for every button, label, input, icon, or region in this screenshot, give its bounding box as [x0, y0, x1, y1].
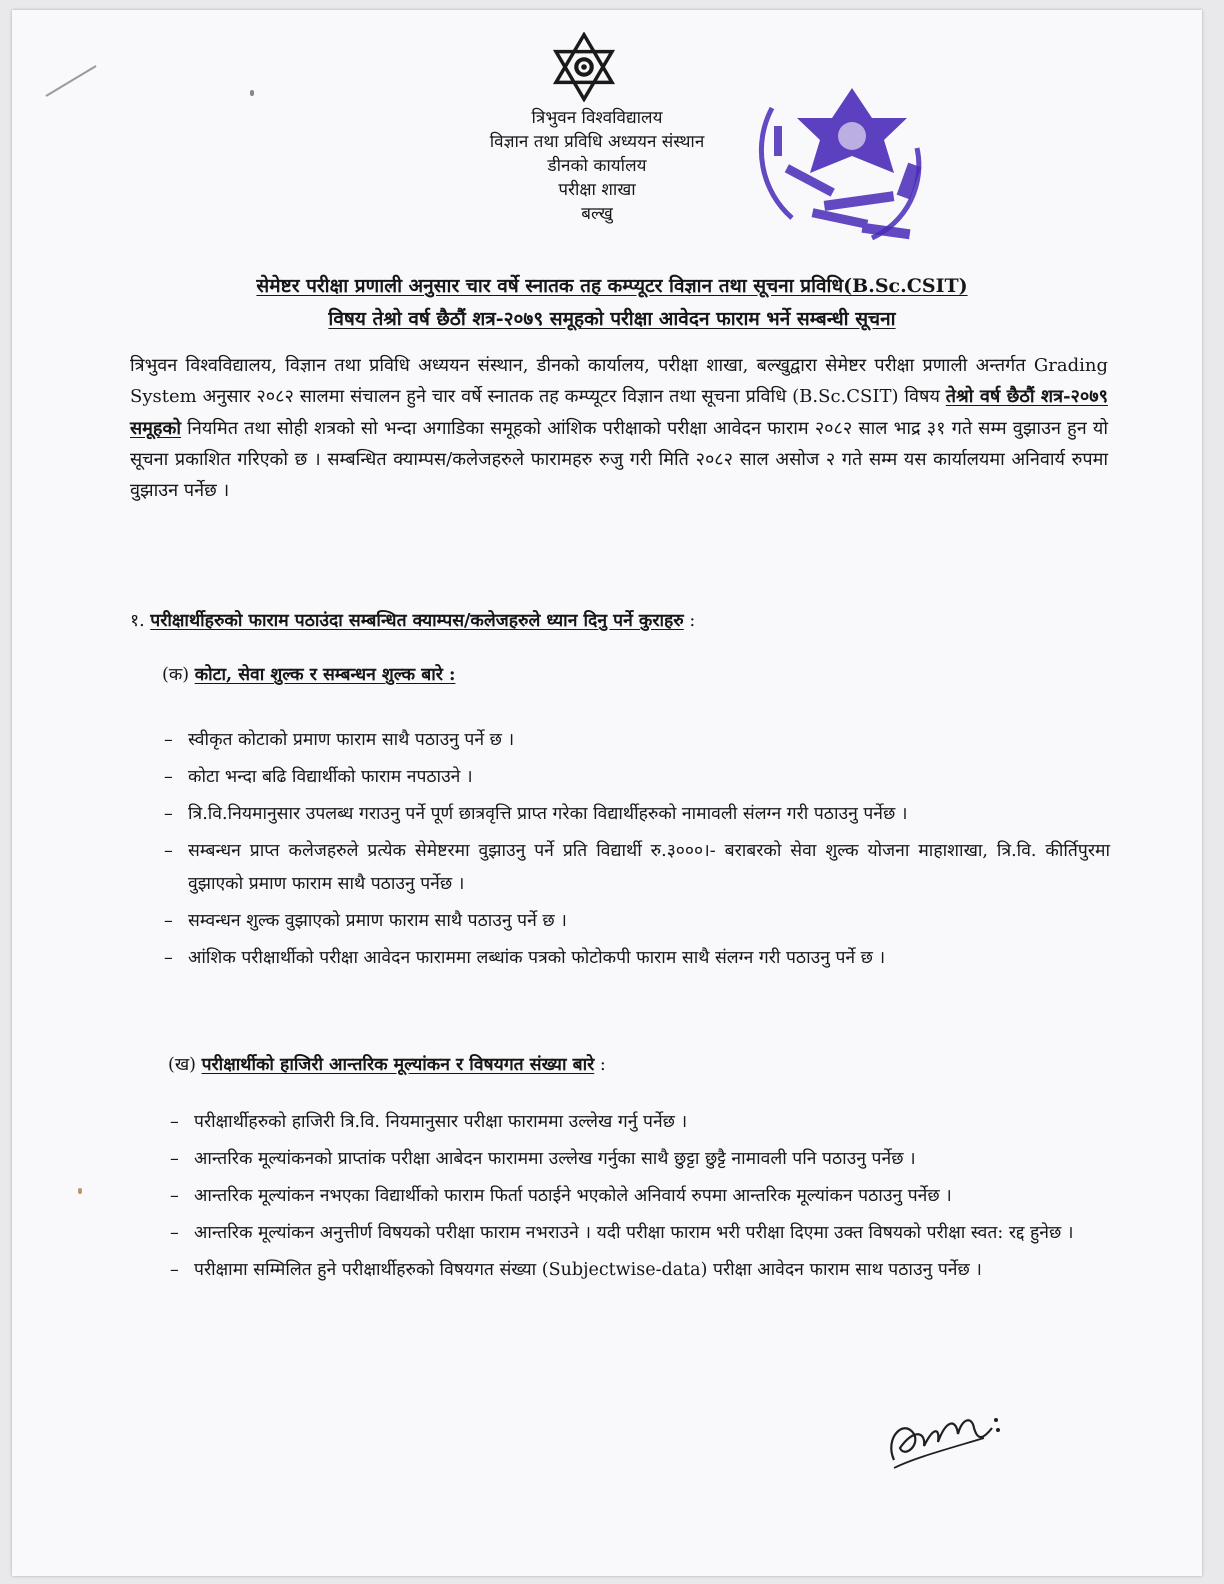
staple-pin-mark: [42, 60, 102, 100]
list-item: – परीक्षामा सम्मिलित हुने परीक्षार्थीहरुको विषयगत संख्या (Subjectwise-data) परीक्षा आवेदन फाराम साथ पठाउनु पर्नेछ ।: [166, 1254, 1110, 1287]
intro-highlight: तेश्रो वर्ष छैठौं शत्र-२०७९ समूहको: [130, 386, 1108, 439]
subsection-ka-title: कोटा, सेवा शुल्क र सम्बन्धन शुल्क बारे :: [194, 665, 456, 685]
title-line-2: विषय तेश्रो वर्ष छैठौं शत्र-२०७९ समूहको परीक्षा आवेदन फाराम भर्ने सम्बन्धी सूचना: [328, 308, 896, 330]
list-item: – आंशिक परीक्षार्थीको परीक्षा आवेदन फाराममा लब्धांक पत्रको फोटोकपी फाराम साथै संलग्न गरी पठाउनु पर्ने छ ।: [160, 942, 1110, 975]
list-item: – सम्वन्धन शुल्क वुझाएको प्रमाण फाराम साथै पठाउनु पर्ने छ ।: [160, 905, 1110, 938]
subsection-kha-suffix: :: [594, 1055, 606, 1075]
scan-speck: [78, 1188, 82, 1194]
subsection-ka-marker: (क): [162, 665, 190, 685]
office-seal-stamp: [752, 78, 942, 258]
handwritten-signature: [874, 1398, 1004, 1478]
section-1-number: १.: [130, 611, 145, 631]
intro-text-part1: त्रिभुवन विश्वविद्यालय, विज्ञान तथा प्रविधि अध्ययन संस्थान, डीनको कार्यालय, परीक्षा शाखा, बल्खुद्वारा सेमेष्टर परीक्षा प्रणाली अन्तर्गत Grading System अनुसार २०८२ सालमा संचालन हुने चार वर्षे स्नातक तह कम्प्यूटर विज्ञान तथा सूचना प्रविधि (B.Sc.CSIT) विषय: [130, 355, 1108, 408]
section-1-heading: [130, 608, 695, 632]
section-1-suffix: :: [683, 611, 696, 631]
office-name: डीनको कार्यालय: [547, 156, 647, 176]
list-item: – आन्तरिक मूल्यांकन अनुत्तीर्ण विषयको परीक्षा फाराम नभराउने । यदी परीक्षा फाराम भरी परीक्षा दिएमा उक्त विषयको परीक्षा स्वत: रद्द हुनेछ ।: [166, 1217, 1110, 1250]
list-item: – त्रि.वि.नियमानुसार उपलब्ध गराउनु पर्ने पूर्ण छात्रवृत्ति प्राप्त गरेका विद्यार्थीहरुको नामावली संलग्न गरी पठाउनु पर्नेछ ।: [160, 798, 1110, 831]
office-header: [432, 106, 762, 226]
subsection-ka-list: [160, 724, 1110, 979]
subsection-kha-marker: (ख): [168, 1055, 196, 1075]
list-item: – स्वीकृत कोटाको प्रमाण फाराम साथै पठाउनु पर्ने छ ।: [160, 724, 1110, 757]
list-item: – कोटा भन्दा बढि विद्यार्थीको फाराम नपठाउने ।: [160, 761, 1110, 794]
title-line-1: सेमेष्टर परीक्षा प्रणाली अनुसार चार वर्षे स्नातक तह कम्प्यूटर विज्ञान तथा सूचना प्रविधि(B.Sc.CSIT): [256, 275, 968, 297]
list-item: – परीक्षार्थीहरुको हाजिरी त्रि.वि. नियमानुसार परीक्षा फाराममा उल्लेख गर्नु पर्नेछ ।: [166, 1106, 1110, 1139]
star-emblem-icon: [549, 32, 619, 102]
notice-page: [12, 10, 1202, 1576]
institute-name: विज्ञान तथा प्रविधि अध्ययन संस्थान: [489, 132, 705, 152]
office-location: बल्खु: [581, 204, 613, 224]
notice-title: [112, 270, 1112, 336]
section-name: परीक्षा शाखा: [558, 180, 636, 200]
subsection-ka-heading: [162, 662, 455, 686]
list-item: – आन्तरिक मूल्यांकन नभएका विद्यार्थीको फाराम फिर्ता पठाईने भएकोले अनिवार्य रुपमा आन्तरिक मूल्यांकन पठाउनु पर्नेछ ।: [166, 1180, 1110, 1213]
university-name: त्रिभुवन विश्वविद्यालय: [531, 108, 663, 128]
subsection-kha-title: परीक्षार्थीको हाजिरी आन्तरिक मूल्यांकन र विषयगत संख्या बारे: [201, 1055, 595, 1075]
list-item: – आन्तरिक मूल्यांकनको प्राप्तांक परीक्षा आबेदन फाराममा उल्लेख गर्नुका साथै छुट्टा छुट्टै नामावली पनि पठाउनु पर्नेछ ।: [166, 1143, 1110, 1176]
section-1-title: परीक्षार्थीहरुको फाराम पठाउंदा सम्बन्धित क्याम्पस/कलेजहरुले ध्यान दिनु पर्ने कुराहरु: [150, 611, 684, 631]
intro-paragraph: [130, 350, 1108, 506]
scan-speck: [250, 90, 254, 96]
intro-text-part2: नियमित तथा सोही शत्रको सो भन्दा अगाडिका समूहको आंशिक परीक्षाको परीक्षा आवेदन फाराम २०८२ साल भाद्र ३१ गते सम्म वुझाउन हुन यो सूचना प्रकाशित गरिएको छ । सम्बन्धित क्याम्पस/कलेजहरुले फारामहरु रुजु गरी मिति २०८२ साल असोज २ गते सम्म यस कार्यालयमा अनिवार्य रुपमा वुझाउन पर्नेछ ।: [130, 417, 1108, 502]
subsection-kha-heading: [168, 1052, 606, 1076]
subsection-kha-list: [166, 1106, 1110, 1291]
list-item: – सम्बन्धन प्राप्त कलेजहरुले प्रत्येक सेमेष्टरमा वुझाउनु पर्ने प्रति विद्यार्थी रु.३०००।- बराबरको सेवा शुल्क योजना माहाशाखा, त्रि.वि. कीर्तिपुरमा वुझाएको प्रमाण फाराम साथै पठाउनु पर्नेछ ।: [160, 835, 1110, 901]
